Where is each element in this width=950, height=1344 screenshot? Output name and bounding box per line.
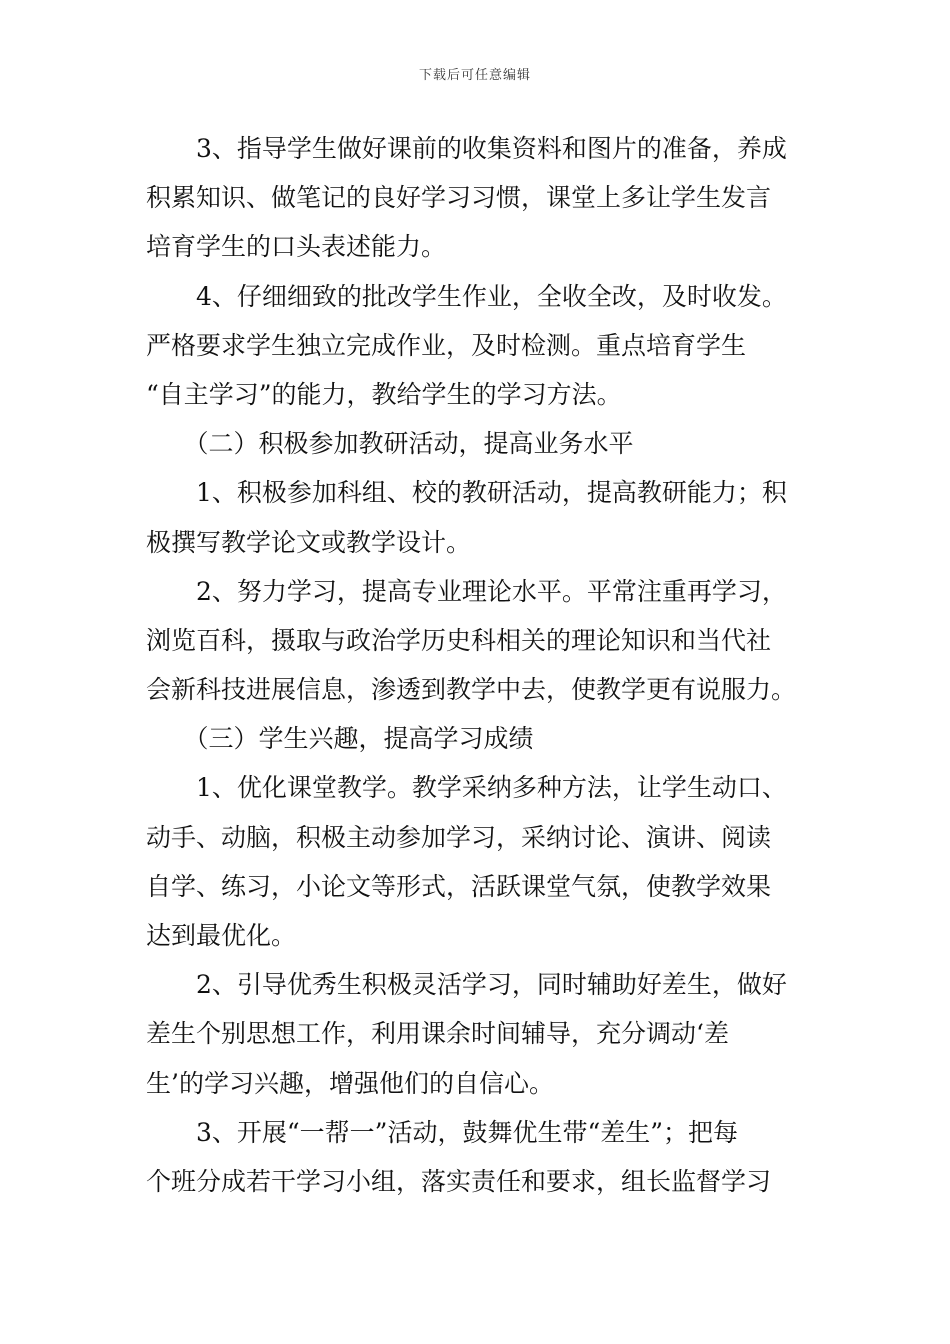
text-line: 差生个别思想工作，利用课余时间辅导，充分调动‘差 [146,1019,729,1049]
text-line: 个班分成若干学习小组，落实责任和要求，组长监督学习 [146,1166,772,1196]
text-line: 达到最优化。 [146,921,297,950]
text-line: 会新科技进展信息，渗透到教学中去，使教学更有说服力。 [146,675,797,705]
text-line: 严格要求学生独立完成作业，及时检测。重点培育学生 [146,330,747,360]
text-line: 4、仔细细致的批改学生作业，全收全改，及时收发。 [146,281,787,311]
text-line: 动手、动脑，积极主动参加学习，采纳讨论、演讲、阅读 [146,822,772,852]
text-line: 2、引导优秀生积极灵活学习，同时辅助好差生，做好 [146,970,787,1000]
text-line: 积累知识、做笔记的良好学习习惯，课堂上多让学生发言 [146,183,772,213]
text-line: 3、开展“一帮一”活动，鼓舞优生带“差生”；把每 [146,1117,739,1147]
text-line: 1、积极参加科组、校的教研活动，提高教研能力；积 [146,478,787,508]
text-line: 1、优化课堂教学。教学采纳多种方法，让学生动口、 [146,773,787,803]
document-body [146,124,808,1206]
section-heading: （三）学生兴趣，提高学习成绩 [146,724,534,754]
text-line: 3、指导学生做好课前的收集资料和图片的准备，养成 [146,134,787,163]
text-line: 培育学生的口头表述能力。 [146,232,447,262]
text-line: “自主学习”的能力，教给学生的学习方法。 [146,379,622,409]
text-line: 浏览百科，摄取与政治学历史科相关的理论知识和当代社 [146,625,772,655]
text-line: 自学、练习，小论文等形式，活跃课堂气氛，使教学效果 [146,871,772,901]
section-heading: （二）积极参加教研活动，提高业务水平 [146,429,634,459]
text-line: 生’的学习兴趣，增强他们的自信心。 [146,1068,554,1098]
page-header: 下载后可任意编辑 [418,68,531,83]
text-line: 极撰写教学论文或教学设计。 [146,527,472,557]
text-line: 2、努力学习，提高专业理论水平。平常注重再学习， [146,576,787,606]
